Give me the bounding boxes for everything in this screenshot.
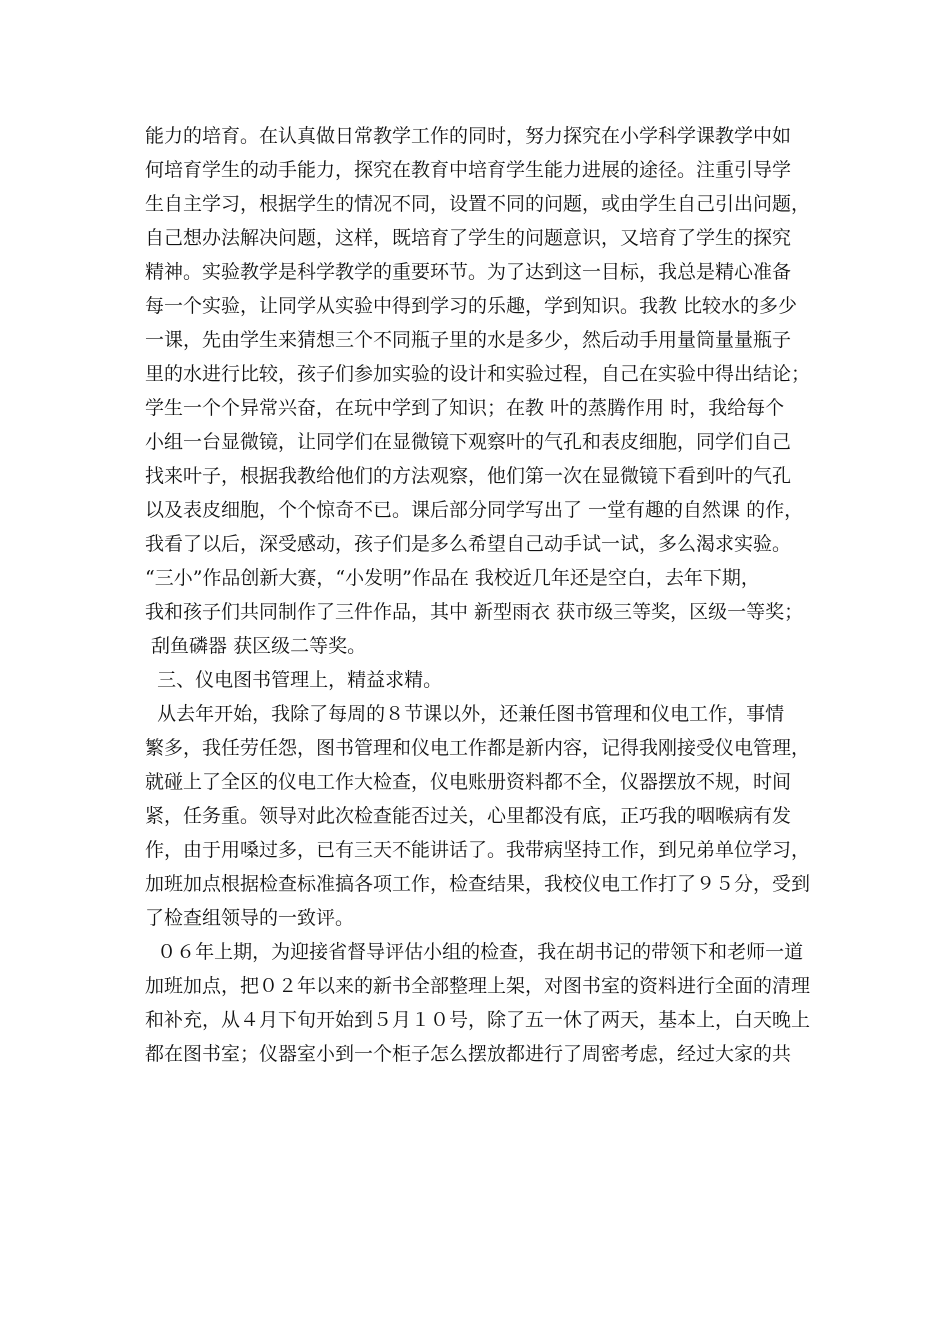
text-line: 生自主学习，根据学生的情况不同，设置不同的问题，或由学生自己引出问题，: [145, 193, 811, 215]
text-line: 都在图书室；仪器室小到一个柜子怎么摆放都进行了周密考虑，经过大家的共: [145, 1043, 792, 1065]
text-line: 找来叶子，根据我教给他们的方法观察，他们第一次在显微镜下看到叶的气孔: [145, 465, 792, 487]
text-line: 一课，先由学生来猜想三个不同瓶子里的水是多少，然后动手用量筒量量瓶子: [145, 329, 792, 351]
text-line: 自己想办法解决问题，这样，既培育了学生的问题意识，又培育了学生的探究: [145, 227, 792, 249]
text-line: 我看了以后，深受感动，孩子们是多么希望自己动手试一试，多么渴求实验。: [145, 533, 792, 555]
text-line: 加班加点根据检查标准搞各项工作，检查结果，我校仪电工作打了９５分，受到: [145, 873, 811, 895]
text-line: 加班加点，把０２年以来的新书全部整理上架，对图书室的资料进行全面的清理: [145, 975, 811, 997]
text-line: 和补充，从４月下旬开始到５月１０号，除了五一休了两天，基本上，白天晚上: [145, 1009, 811, 1031]
text-line: 每一个实验，让同学从实验中得到学习的乐趣，学到知识。我教 比较水的多少: [145, 295, 798, 317]
text-line: 我和孩子们共同制作了三件作品，其中 新型雨衣 获市级三等奖，区级一等奖；: [145, 601, 804, 623]
text-line: 了检查组领导的一致评。: [145, 907, 355, 929]
body-text: [145, 119, 815, 1071]
text-line: 何培育学生的动手能力，探究在教育中培育学生能力进展的途径。注重引导学: [145, 159, 792, 181]
text-line: “三小”作品创新大赛，“小发明”作品在 我校近几年还是空白，去年下期，: [145, 567, 760, 589]
text-line: 精神。实验教学是科学教学的重要环节。为了达到这一目标，我总是精心准备: [145, 261, 792, 283]
section-heading: 三、仪电图书管理上，精益求精。: [145, 669, 443, 691]
text-line: 繁多，我任劳任怨，图书管理和仪电工作都是新内容，记得我刚接受仪电管理，: [145, 737, 811, 759]
text-line: ０６年上期，为迎接省督导评估小组的检查，我在胡书记的带领下和老师一道: [145, 941, 804, 963]
text-line: 能力的培育。在认真做日常教学工作的同时，努力探究在小学科学课教学中如: [145, 125, 792, 147]
text-line: 小组一台显微镜，让同学们在显微镜下观察叶的气孔和表皮细胞，同学们自己: [145, 431, 792, 453]
text-line: 刮鱼磷器 获区级二等奖。: [145, 635, 367, 657]
text-line: 以及表皮细胞，个个惊奇不已。课后部分同学写出了 一堂有趣的自然课 的作，: [145, 499, 804, 521]
text-line: 里的水进行比较，孩子们参加实验的设计和实验过程，自己在实验中得出结论；: [145, 363, 811, 385]
text-line: 学生一个个异常兴奋，在玩中学到了知识；在教 叶的蒸腾作用 时，我给每个: [145, 397, 785, 419]
text-line: 从去年开始，我除了每周的８节课以外，还兼任图书管理和仪电工作，事情: [145, 703, 785, 725]
text-line: 就碰上了全区的仪电工作大检查，仪电账册资料都不全，仪器摆放不规，时间: [145, 771, 792, 793]
text-line: 紧，任务重。领导对此次检查能否过关，心里都没有底，正巧我的咽喉病有发: [145, 805, 792, 827]
text-line: 作，由于用嗓过多，已有三天不能讲话了。我带病坚持工作，到兄弟单位学习，: [145, 839, 811, 861]
